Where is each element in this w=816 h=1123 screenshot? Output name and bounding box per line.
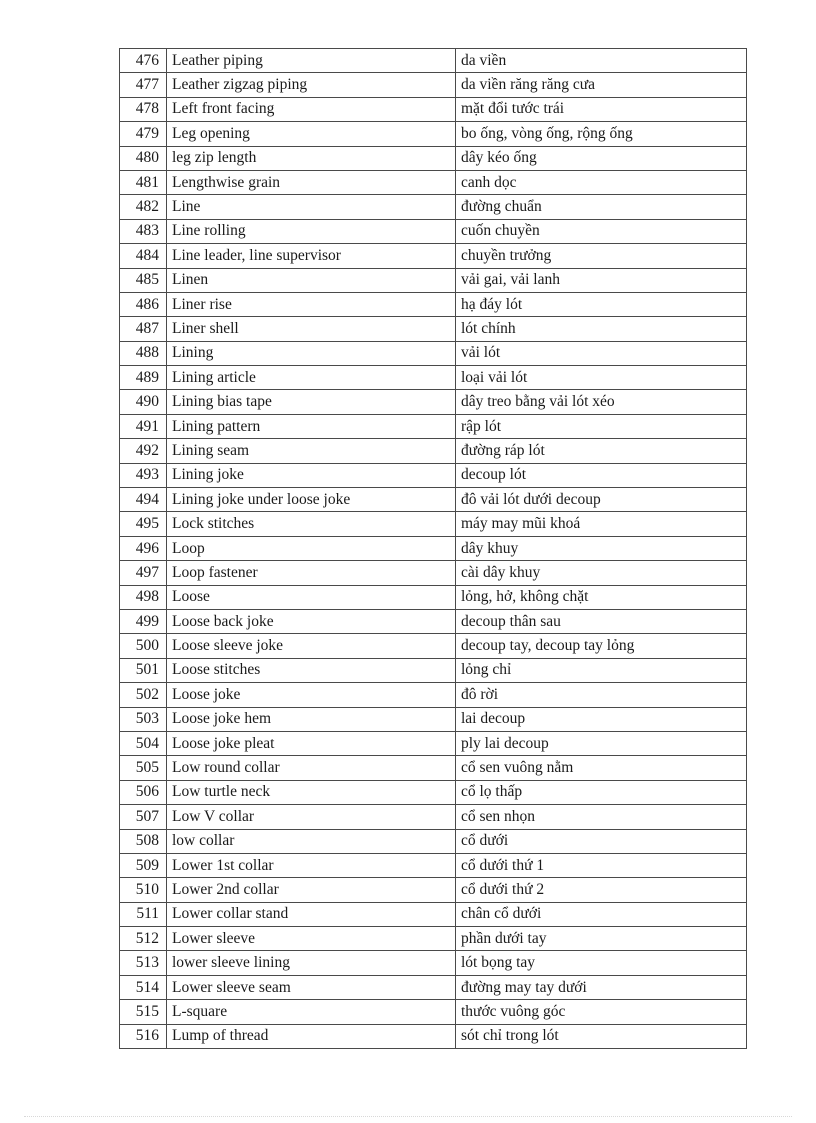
table-row bbox=[120, 805, 747, 829]
vietnamese-translation: mặt đổi tước trái bbox=[456, 97, 747, 121]
table-row bbox=[120, 780, 747, 804]
entry-number: 490 bbox=[120, 390, 167, 414]
vietnamese-translation: vải lót bbox=[456, 341, 747, 365]
table-row bbox=[120, 146, 747, 170]
table-row bbox=[120, 195, 747, 219]
entry-number: 503 bbox=[120, 707, 167, 731]
english-term: Loose sleeve joke bbox=[167, 634, 456, 658]
entry-number: 509 bbox=[120, 853, 167, 877]
english-term: Leather zigzag piping bbox=[167, 73, 456, 97]
vietnamese-translation: đường may tay dưới bbox=[456, 975, 747, 999]
table-row bbox=[120, 292, 747, 316]
english-term: Lengthwise grain bbox=[167, 170, 456, 194]
table-row bbox=[120, 731, 747, 755]
entry-number: 512 bbox=[120, 927, 167, 951]
table-row bbox=[120, 219, 747, 243]
entry-number: 496 bbox=[120, 536, 167, 560]
table-row bbox=[120, 268, 747, 292]
entry-number: 511 bbox=[120, 902, 167, 926]
english-term: Line leader, line supervisor bbox=[167, 244, 456, 268]
table-row bbox=[120, 536, 747, 560]
table-row bbox=[120, 1000, 747, 1024]
english-term: Lining joke bbox=[167, 463, 456, 487]
vietnamese-translation: phần dưới tay bbox=[456, 927, 747, 951]
entry-number: 485 bbox=[120, 268, 167, 292]
entry-number: 501 bbox=[120, 658, 167, 682]
table-row bbox=[120, 366, 747, 390]
entry-number: 480 bbox=[120, 146, 167, 170]
vietnamese-translation: chuyền trưởng bbox=[456, 244, 747, 268]
vietnamese-translation: bo ống, vòng ống, rộng ống bbox=[456, 122, 747, 146]
english-term: Lower 1st collar bbox=[167, 853, 456, 877]
english-term: L-square bbox=[167, 1000, 456, 1024]
table-row bbox=[120, 170, 747, 194]
english-term: Loose joke bbox=[167, 683, 456, 707]
table-row bbox=[120, 49, 747, 73]
table-row bbox=[120, 317, 747, 341]
english-term: Leather piping bbox=[167, 49, 456, 73]
vietnamese-translation: lót chính bbox=[456, 317, 747, 341]
entry-number: 488 bbox=[120, 341, 167, 365]
entry-number: 499 bbox=[120, 609, 167, 633]
vietnamese-translation: rập lót bbox=[456, 414, 747, 438]
vietnamese-translation: cổ dưới thứ 2 bbox=[456, 878, 747, 902]
entry-number: 493 bbox=[120, 463, 167, 487]
english-term: Low V collar bbox=[167, 805, 456, 829]
vietnamese-translation: decoup tay, decoup tay lỏng bbox=[456, 634, 747, 658]
english-term: Lining joke under loose joke bbox=[167, 488, 456, 512]
table-row bbox=[120, 756, 747, 780]
vietnamese-translation: chân cổ dưới bbox=[456, 902, 747, 926]
english-term: Lower collar stand bbox=[167, 902, 456, 926]
vietnamese-translation: cổ dưới bbox=[456, 829, 747, 853]
table-row bbox=[120, 512, 747, 536]
english-term: Lock stitches bbox=[167, 512, 456, 536]
english-term: Lower sleeve seam bbox=[167, 975, 456, 999]
english-term: Loose joke pleat bbox=[167, 731, 456, 755]
entry-number: 487 bbox=[120, 317, 167, 341]
entry-number: 500 bbox=[120, 634, 167, 658]
vietnamese-translation: dây khuy bbox=[456, 536, 747, 560]
table-row bbox=[120, 707, 747, 731]
entry-number: 492 bbox=[120, 439, 167, 463]
english-term: Loose bbox=[167, 585, 456, 609]
vietnamese-translation: đường chuẩn bbox=[456, 195, 747, 219]
english-term: leg zip length bbox=[167, 146, 456, 170]
table-row bbox=[120, 634, 747, 658]
english-term: Loop fastener bbox=[167, 561, 456, 585]
table-row bbox=[120, 683, 747, 707]
entry-number: 489 bbox=[120, 366, 167, 390]
english-term: Lining bbox=[167, 341, 456, 365]
vietnamese-translation: đường ráp lót bbox=[456, 439, 747, 463]
english-term: Lump of thread bbox=[167, 1024, 456, 1048]
entry-number: 510 bbox=[120, 878, 167, 902]
entry-number: 494 bbox=[120, 488, 167, 512]
vietnamese-translation: cổ sen nhọn bbox=[456, 805, 747, 829]
entry-number: 478 bbox=[120, 97, 167, 121]
table-row bbox=[120, 463, 747, 487]
vietnamese-translation: cổ lọ thấp bbox=[456, 780, 747, 804]
entry-number: 514 bbox=[120, 975, 167, 999]
vietnamese-translation: hạ đáy lót bbox=[456, 292, 747, 316]
table-row bbox=[120, 414, 747, 438]
vietnamese-translation: đô rời bbox=[456, 683, 747, 707]
vietnamese-translation: loại vải lót bbox=[456, 366, 747, 390]
vietnamese-translation: da viền bbox=[456, 49, 747, 73]
english-term: Lining seam bbox=[167, 439, 456, 463]
table-row bbox=[120, 878, 747, 902]
vietnamese-translation: da viền răng răng cưa bbox=[456, 73, 747, 97]
entry-number: 513 bbox=[120, 951, 167, 975]
glossary-body bbox=[120, 49, 747, 1049]
vietnamese-translation: decoup thân sau bbox=[456, 609, 747, 633]
entry-number: 479 bbox=[120, 122, 167, 146]
vietnamese-translation: lai decoup bbox=[456, 707, 747, 731]
table-row bbox=[120, 853, 747, 877]
entry-number: 516 bbox=[120, 1024, 167, 1048]
vietnamese-translation: lỏng, hở, không chặt bbox=[456, 585, 747, 609]
english-term: Linen bbox=[167, 268, 456, 292]
glossary-table bbox=[119, 48, 747, 1049]
english-term: Lower 2nd collar bbox=[167, 878, 456, 902]
entry-number: 508 bbox=[120, 829, 167, 853]
english-term: Loop bbox=[167, 536, 456, 560]
vietnamese-translation: cài dây khuy bbox=[456, 561, 747, 585]
vietnamese-translation: decoup lót bbox=[456, 463, 747, 487]
entry-number: 498 bbox=[120, 585, 167, 609]
entry-number: 515 bbox=[120, 1000, 167, 1024]
english-term: Leg opening bbox=[167, 122, 456, 146]
entry-number: 506 bbox=[120, 780, 167, 804]
english-term: Lower sleeve bbox=[167, 927, 456, 951]
table-row bbox=[120, 73, 747, 97]
english-term: low collar bbox=[167, 829, 456, 853]
entry-number: 481 bbox=[120, 170, 167, 194]
english-term: Loose joke hem bbox=[167, 707, 456, 731]
vietnamese-translation: dây kéo ống bbox=[456, 146, 747, 170]
table-row bbox=[120, 829, 747, 853]
entry-number: 507 bbox=[120, 805, 167, 829]
table-row bbox=[120, 97, 747, 121]
table-row bbox=[120, 609, 747, 633]
entry-number: 486 bbox=[120, 292, 167, 316]
entry-number: 483 bbox=[120, 219, 167, 243]
table-row bbox=[120, 927, 747, 951]
table-row bbox=[120, 341, 747, 365]
entry-number: 484 bbox=[120, 244, 167, 268]
table-row bbox=[120, 488, 747, 512]
english-term: lower sleeve lining bbox=[167, 951, 456, 975]
english-term: Lining pattern bbox=[167, 414, 456, 438]
vietnamese-translation: máy may mũi khoá bbox=[456, 512, 747, 536]
table-row bbox=[120, 439, 747, 463]
vietnamese-translation: vải gai, vải lanh bbox=[456, 268, 747, 292]
vietnamese-translation: lót bọng tay bbox=[456, 951, 747, 975]
table-row bbox=[120, 951, 747, 975]
english-term: Low turtle neck bbox=[167, 780, 456, 804]
vietnamese-translation: canh dọc bbox=[456, 170, 747, 194]
english-term: Liner shell bbox=[167, 317, 456, 341]
vietnamese-translation: thước vuông góc bbox=[456, 1000, 747, 1024]
table-row bbox=[120, 975, 747, 999]
entry-number: 502 bbox=[120, 683, 167, 707]
english-term: Liner rise bbox=[167, 292, 456, 316]
table-row bbox=[120, 390, 747, 414]
table-row bbox=[120, 561, 747, 585]
vietnamese-translation: ply lai decoup bbox=[456, 731, 747, 755]
table-row bbox=[120, 1024, 747, 1048]
english-term: Low round collar bbox=[167, 756, 456, 780]
table-row bbox=[120, 585, 747, 609]
english-term: Line bbox=[167, 195, 456, 219]
table-row bbox=[120, 658, 747, 682]
english-term: Loose stitches bbox=[167, 658, 456, 682]
vietnamese-translation: cuốn chuyền bbox=[456, 219, 747, 243]
entry-number: 491 bbox=[120, 414, 167, 438]
english-term: Left front facing bbox=[167, 97, 456, 121]
entry-number: 477 bbox=[120, 73, 167, 97]
vietnamese-translation: cổ sen vuông nằm bbox=[456, 756, 747, 780]
table-row bbox=[120, 122, 747, 146]
entry-number: 504 bbox=[120, 731, 167, 755]
vietnamese-translation: đô vải lót dưới decoup bbox=[456, 488, 747, 512]
entry-number: 476 bbox=[120, 49, 167, 73]
entry-number: 505 bbox=[120, 756, 167, 780]
table-row bbox=[120, 244, 747, 268]
english-term: Loose back joke bbox=[167, 609, 456, 633]
english-term: Line rolling bbox=[167, 219, 456, 243]
table-row bbox=[120, 902, 747, 926]
entry-number: 497 bbox=[120, 561, 167, 585]
vietnamese-translation: cổ dưới thứ 1 bbox=[456, 853, 747, 877]
english-term: Lining article bbox=[167, 366, 456, 390]
vietnamese-translation: sót chỉ trong lót bbox=[456, 1024, 747, 1048]
vietnamese-translation: dây treo bằng vải lót xéo bbox=[456, 390, 747, 414]
vietnamese-translation: lỏng chỉ bbox=[456, 658, 747, 682]
page-bottom-rule bbox=[24, 1116, 792, 1117]
entry-number: 482 bbox=[120, 195, 167, 219]
english-term: Lining bias tape bbox=[167, 390, 456, 414]
entry-number: 495 bbox=[120, 512, 167, 536]
